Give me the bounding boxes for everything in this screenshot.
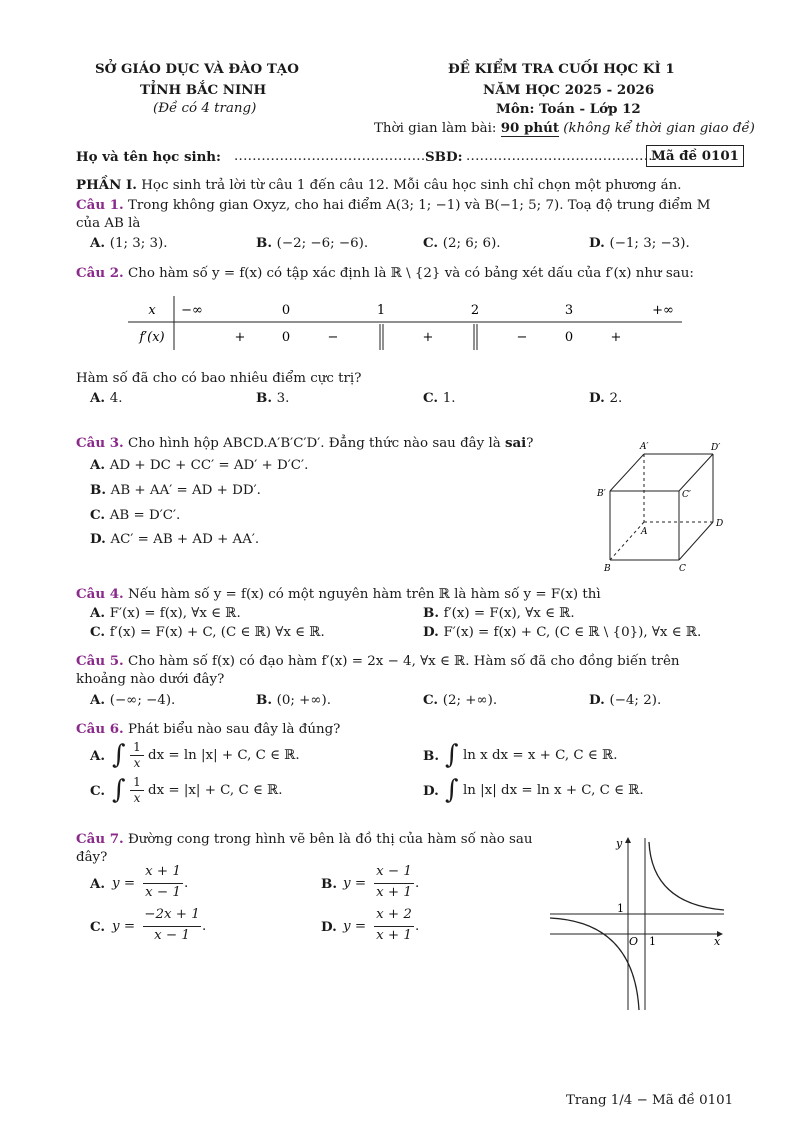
edge-ab-hidden bbox=[610, 522, 644, 560]
table-fprime-label: f′(x) bbox=[139, 330, 165, 345]
y-axis-label: y bbox=[616, 837, 623, 850]
question-2-prompt: Hàm số đã cho có bao nhiêu điểm cực trị? bbox=[76, 371, 362, 386]
question-1-text: Câu 1. Trong không gian Oxyz, cho hai điểm A(3; 1; −1) và B(−1; 5; 7). Toạ độ trung điểm M bbox=[76, 197, 711, 213]
exam-time: Thời gian làm bài: 90 phút (không kể thời gian giao đề) bbox=[374, 120, 755, 136]
q1-option-b: B. (−2; −6; −6). bbox=[256, 235, 369, 251]
q5-option-d: D. (−4; 2). bbox=[589, 692, 662, 708]
q5-option-c: C. (2; +∞). bbox=[423, 692, 498, 708]
sign-5: + bbox=[610, 330, 622, 345]
exam-page: SỞ GIÁO DỤC VÀ ĐÀO TẠO TỈNH BẮC NINH (Đề có 4 trang) ĐỀ KIỂM TRA CUỐI HỌC KÌ 1 NĂM HỌC 2025 - 2026 Môn: Toán - Lớp 12 Thời gian làm bài: 90 phút (không kể thời gian giao đề) Họ và tên học sinh: .......................................... SBD: ............................................ Mã đề 0101 PHẦN I. Học sinh trả lời từ câu 1 đến câu 12. Mỗi câu học sinh chỉ chọn một phương án. Câu 1. Trong không gian Oxyz, cho hai điểm A(3; 1; −1) và B(−1; 5; 7). Toạ độ trung điểm M của AB là A. (1; 3; 3). B. (−2; −6; −6). C. (2; 6; 6). D. (−1; 3; −3). Câu 2. Cho hàm số y = f(x) có tập xác định là ℝ \ {2} và có bảng xét dấu của f′(x) như sau: x −∞ 0 1 2 3 +∞ f′(x) + 0 − + − 0 + Hàm số đã cho có bao nhiêu điểm cực trị? A. 4. B. 3. C. 1. D. 2. Câu 3. Cho hình hộp ABCD.A′B′C′D′. Đẳng thức nào sau đây là sai? A. AD + DC + CC′ = AD′ + D′C′. B. AB + AA′ = AD + DD′. C. AB = D′C′. D. AC′ = AB + AD + AA′. A′ D′ B′ C′ A D B C Câu 4. Nếu hàm số y = f(x) có một nguyên hàm trên ℝ là hàm số y = F(x) thì A. F′(x) = f(x), ∀x ∈ ℝ. B. f′(x) = F(x), ∀x ∈ ℝ. C. f′(x) = F(x) + C, (C ∈ ℝ) ∀x ∈ ℝ. D. F′(x) = f(x) + C, (C ∈ ℝ \ {0}), ∀x ∈ ℝ. Câu 5. Cho hàm số f(x) có đạo hàm f′(x) = 2x − 4, ∀x ∈ ℝ. Hàm số đã cho đồng biến trên khoảng nào dưới đây? A. (−∞; −4). B. (0; +∞). C. (2; +∞). D. (−4; 2). Câu 6. Phát biểu nào sau đây là đúng? A. ∫ 1 x dx = ln |x| + C, C ∈ ℝ. B. ∫ ln x dx = x + C, C ∈ ℝ. C. ∫ 1 x dx = |x| + C, C ∈ ℝ. D. ∫ ln |x| dx = ln x + C, C ∈ ℝ. Câu 7. Đường cong trong hình vẽ bên là đồ thị của hàm số nào sau đây? A. y = x + 1 x − 1 . B. y = x − 1 x + 1 . C. y = −2x + 1 x − 1 . D. y = x + 2 x + 1 . y x O 1 1 Trang 1/4 − Mã đề 0101 bbox=[0, 0, 794, 1122]
table-x-1: 1 bbox=[376, 303, 386, 318]
page-footer: Trang 1/4 − Mã đề 0101 bbox=[566, 1093, 734, 1108]
q3-option-a: A. AD + DC + CC′ = AD′ + D′C′. bbox=[90, 457, 309, 473]
student-name-blank: .......................................... bbox=[234, 149, 426, 164]
table-x-3: 3 bbox=[564, 303, 574, 318]
table-x-label: x bbox=[148, 303, 156, 318]
edge-a1b1 bbox=[610, 454, 644, 491]
table-x-0: 0 bbox=[281, 303, 291, 318]
hyperbola-graph bbox=[548, 834, 728, 1014]
question-5-text: Câu 5. Cho hàm số f(x) có đạo hàm f′(x) = 2x − 4, ∀x ∈ ℝ. Hàm số đã cho đồng biến trên bbox=[76, 653, 680, 669]
exam-title: ĐỀ KIỂM TRA CUỐI HỌC KÌ 1 bbox=[448, 61, 675, 77]
page-count-note: (Đề có 4 trang) bbox=[153, 101, 257, 116]
vertex-c-prime: C′ bbox=[682, 490, 691, 500]
question-5-text-line2: khoảng nào dưới đây? bbox=[76, 672, 225, 687]
q7-option-d: D. y = x + 2 x + 1 . bbox=[321, 907, 420, 943]
vertex-c: C bbox=[679, 564, 686, 574]
vertex-b: B bbox=[604, 564, 611, 574]
vertex-d: D bbox=[716, 519, 724, 529]
subject: Môn: Toán - Lớp 12 bbox=[496, 101, 641, 117]
vertex-a-prime: A′ bbox=[640, 442, 649, 452]
q4-option-b: B. f′(x) = F(x), ∀x ∈ ℝ. bbox=[423, 605, 575, 621]
province-name: TỈNH BẮC NINH bbox=[140, 82, 267, 98]
q1-option-d: D. (−1; 3; −3). bbox=[589, 235, 690, 251]
edge-d1c1 bbox=[679, 454, 713, 491]
part-1-heading: PHẦN I. Học sinh trả lời từ câu 1 đến câu 12. Mỗi câu học sinh chỉ chọn một phương án. bbox=[76, 177, 682, 193]
parallelepiped-figure bbox=[590, 436, 730, 578]
x-axis-label: x bbox=[714, 935, 721, 948]
zero-at-0: 0 bbox=[281, 330, 291, 345]
sign-table bbox=[120, 292, 690, 354]
q4-option-d: D. F′(x) = f(x) + C, (C ∈ ℝ \ {0}), ∀x ∈ ℝ. bbox=[423, 624, 702, 640]
department-name: SỞ GIÁO DỤC VÀ ĐÀO TẠO bbox=[95, 61, 299, 77]
curve-right-branch bbox=[649, 842, 724, 910]
q2-option-a: A. 4. bbox=[90, 390, 123, 406]
question-7-text-line2: đây? bbox=[76, 850, 108, 865]
table-x-neg-inf: −∞ bbox=[181, 303, 203, 318]
sign-2: − bbox=[327, 330, 339, 345]
sign-3: + bbox=[422, 330, 434, 345]
vertex-a: A bbox=[641, 527, 648, 537]
sbd-blank: ............................................ bbox=[466, 149, 667, 164]
curve-left-branch bbox=[550, 918, 639, 1010]
question-2-text: Câu 2. Cho hàm số y = f(x) có tập xác định là ℝ \ {2} và có bảng xét dấu của f′(x) như sau: bbox=[76, 265, 694, 281]
q1-option-c: C. (2; 6; 6). bbox=[423, 235, 501, 251]
question-4-text: Câu 4. Nếu hàm số y = f(x) có một nguyên hàm trên ℝ là hàm số y = F(x) thì bbox=[76, 586, 601, 602]
q2-option-c: C. 1. bbox=[423, 390, 456, 406]
q3-option-d: D. AC′ = AB + AD + AA′. bbox=[90, 531, 260, 547]
q2-option-b: B. 3. bbox=[256, 390, 290, 406]
q7-option-c: C. y = −2x + 1 x − 1 . bbox=[90, 907, 207, 943]
exam-code-box: Mã đề 0101 bbox=[646, 145, 744, 167]
edge-cd bbox=[679, 522, 713, 560]
q3-option-b: B. AB + AA′ = AD + DD′. bbox=[90, 482, 261, 498]
school-year: NĂM HỌC 2025 - 2026 bbox=[483, 82, 655, 98]
question-1-text-line2: của AB là bbox=[76, 216, 141, 231]
q2-option-d: D. 2. bbox=[589, 390, 623, 406]
q1-option-a: A. (1; 3; 3). bbox=[90, 235, 168, 251]
student-name-label: Họ và tên học sinh: bbox=[76, 149, 221, 165]
y-tick-1: 1 bbox=[617, 902, 624, 915]
table-x-2: 2 bbox=[470, 303, 480, 318]
q4-option-a: A. F′(x) = f(x), ∀x ∈ ℝ. bbox=[90, 605, 241, 621]
sign-4: − bbox=[516, 330, 528, 345]
question-3-text: Câu 3. Cho hình hộp ABCD.A′B′C′D′. Đẳng thức nào sau đây là sai? bbox=[76, 435, 534, 451]
sign-1: + bbox=[234, 330, 246, 345]
q5-option-a: A. (−∞; −4). bbox=[90, 692, 176, 708]
table-x-pos-inf: +∞ bbox=[652, 303, 674, 318]
origin-label: O bbox=[629, 935, 639, 948]
sbd-label: SBD: bbox=[425, 149, 463, 165]
vertex-d-prime: D′ bbox=[711, 443, 721, 453]
zero-at-3: 0 bbox=[564, 330, 574, 345]
vertex-b-prime: B′ bbox=[597, 489, 606, 499]
question-7-text: Câu 7. Đường cong trong hình vẽ bên là đồ thị của hàm số nào sau bbox=[76, 831, 533, 847]
q7-option-a: A. y = x + 1 x − 1 . bbox=[90, 864, 189, 900]
question-6-text: Câu 6. Phát biểu nào sau đây là đúng? bbox=[76, 721, 341, 737]
q4-option-c: C. f′(x) = F(x) + C, (C ∈ ℝ) ∀x ∈ ℝ. bbox=[90, 624, 325, 640]
q5-option-b: B. (0; +∞). bbox=[256, 692, 332, 708]
q3-option-c: C. AB = D′C′. bbox=[90, 507, 181, 523]
q7-option-b: B. y = x − 1 x + 1 . bbox=[321, 864, 420, 900]
x-tick-1: 1 bbox=[649, 935, 656, 948]
